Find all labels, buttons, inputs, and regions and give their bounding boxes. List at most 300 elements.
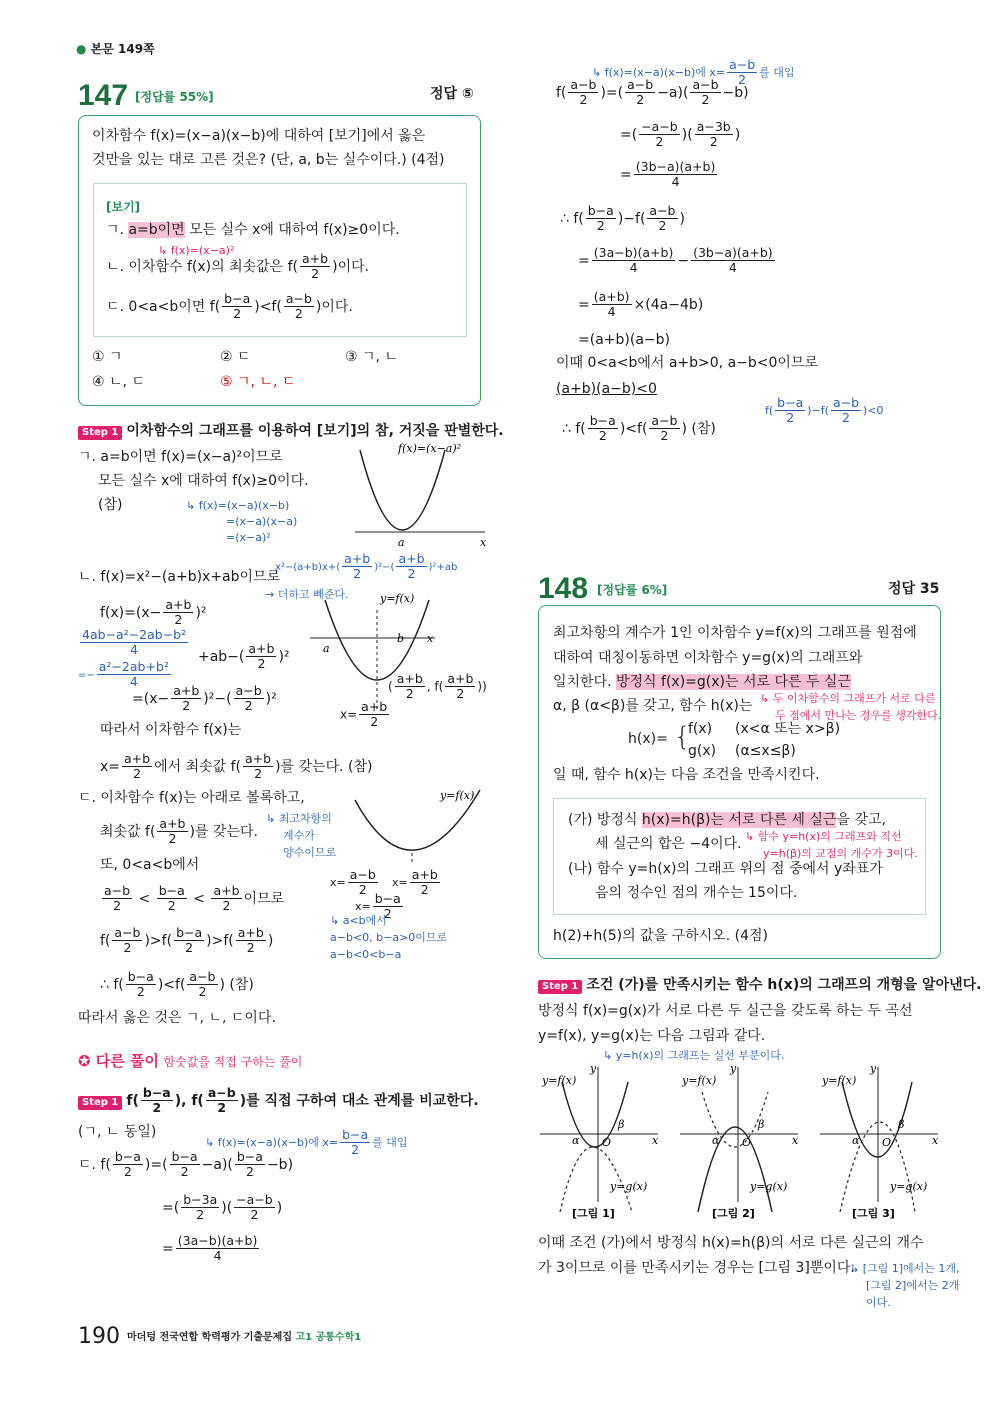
numerator: a+b: [124, 751, 151, 766]
axis-of-symmetry-label: [340, 700, 391, 730]
fraction: [181, 1193, 219, 1223]
text-run: ×(4a−4b): [633, 296, 704, 313]
numerator: a+b: [245, 751, 272, 766]
alt-solution-heading: [78, 1052, 302, 1071]
text-run: )<f(: [254, 298, 282, 315]
annotation: ↳ f(x)=(x−a)²: [158, 244, 235, 257]
highlighted-text: h(x)=h(β)는 서로 다른 세 실근: [641, 812, 837, 828]
solution-line: [578, 290, 703, 320]
denominator: 2: [250, 1207, 259, 1223]
annotation: [866, 1296, 891, 1309]
denominator: 2: [405, 686, 414, 702]
choice-2[interactable]: ② ㄷ: [220, 349, 251, 365]
fraction: [102, 884, 132, 914]
numerator: a+b: [213, 883, 240, 898]
problem-number: 148: [538, 572, 589, 605]
numerator: b−a: [587, 203, 614, 218]
text-run: <: [188, 890, 210, 907]
text-run: 최고차항의 계수가 1인 이차함수 y=f(x)의 그래프를 원점에: [553, 625, 917, 641]
graph-g-label: y=g(x): [890, 1180, 928, 1193]
text-run: ↳ y=h(x)의 그래프는 실선 부분이다.: [603, 1049, 785, 1062]
text-run: 를 대입: [372, 1135, 408, 1149]
solution-line: [132, 684, 277, 714]
denominator: 2: [180, 1164, 189, 1180]
text-run: )²: [195, 604, 207, 621]
bogi-item: [106, 252, 369, 282]
text-run: 를 대입: [759, 65, 795, 79]
denominator: 2: [198, 984, 207, 1000]
choice-5-checked[interactable]: ⑤ ㄱ, ㄴ, ㄷ: [220, 374, 296, 390]
h-case-1: f(x): [688, 721, 713, 737]
fraction: [122, 752, 152, 782]
fraction: [410, 868, 440, 898]
h-case-2-condition: (α≤x≤β): [735, 743, 796, 759]
text-run: )<f(: [157, 976, 186, 993]
fraction: [592, 246, 676, 276]
text-run: α, β (α<β)를 갖고, 함수 h(x)는: [553, 698, 753, 714]
denominator: 2: [709, 134, 718, 150]
fraction: [171, 684, 201, 714]
question-line: [553, 698, 752, 715]
solution-line: [538, 1235, 924, 1252]
solution-line: [556, 78, 749, 108]
numerator: a+b: [237, 925, 264, 940]
numerator: a−b: [627, 77, 654, 92]
denominator: 2: [257, 656, 266, 672]
numerator: a+b: [344, 551, 371, 566]
text-run: ↳ 두 이차함수의 그래프가 서로 다른: [760, 692, 936, 705]
denominator: 4: [671, 174, 680, 190]
text-run: 음의 정수인 점의 개수는 15이다.: [595, 885, 798, 901]
origin-label: O: [602, 1136, 612, 1149]
answer: 정답 ⑤: [430, 86, 474, 102]
text-run: f(: [100, 932, 111, 949]
text-run: ) (참): [219, 976, 254, 993]
text-run: )²−(: [374, 561, 395, 573]
text-run: ↳ f(x)=(x−a)(x−b)에 x=: [592, 65, 726, 79]
text-run: a−b<0<b−a: [330, 948, 402, 961]
solution-line: [78, 1150, 293, 1180]
numerator: b−a: [224, 291, 251, 306]
text-run: 일치한다.: [553, 674, 616, 690]
text-run: )²: [265, 690, 277, 707]
denominator: 2: [174, 612, 183, 628]
denominator: 2: [294, 306, 303, 322]
numerator: a−b: [235, 683, 262, 698]
numerator: b−a: [127, 969, 154, 984]
denominator: 4: [728, 260, 737, 276]
bogi-item: [106, 222, 400, 239]
text-run: 이때 조건 (가)에서 방정식 h(x)=h(β)의 서로 다른 실근의 개수: [538, 1235, 924, 1251]
y-axis-label: y: [730, 1062, 737, 1075]
step-heading: [78, 423, 504, 440]
text-run: y=h(β)의 교점의 개수가 3이다.: [763, 847, 918, 860]
beta-label: β: [758, 1118, 765, 1131]
solution-line: [100, 598, 207, 628]
axis-label: x: [427, 632, 434, 645]
text-run: =: [620, 166, 632, 183]
denominator: 2: [658, 218, 667, 234]
annotation: [765, 396, 884, 426]
solution-line: [620, 160, 719, 190]
vertex-label: [388, 672, 487, 702]
numerator: a+b: [411, 867, 438, 882]
text-run: 것만을 있는 대로 고른 것은? (단, a, b는 실수이다.) (4점): [92, 152, 445, 168]
numerator: a+b: [248, 641, 275, 656]
text-run: <: [134, 890, 155, 907]
denominator: 2: [579, 92, 588, 108]
annotation: [186, 499, 289, 512]
text-run: 세 실근의 합은 −4이다.: [595, 836, 742, 852]
fraction: [234, 684, 264, 714]
fraction: [235, 1150, 265, 1180]
graph-g-label: y=g(x): [610, 1180, 648, 1193]
choice-4[interactable]: ④ ㄴ, ㄷ: [92, 374, 145, 390]
numerator: a−b: [649, 203, 676, 218]
text-run: 이때 0<a<b에서 a+b>0, a−b<0이므로: [556, 355, 818, 371]
fraction: [340, 1128, 370, 1158]
correct-rate: [정답률 55%]: [135, 90, 214, 104]
numerator: a+b: [447, 671, 474, 686]
denominator: 2: [596, 218, 605, 234]
numerator: b−a: [777, 395, 804, 410]
step-text: 조건 (가)를 만족시키는 함수 h(x)의 그래프의 개형을 알아낸다.: [586, 977, 982, 993]
text-run: )²: [278, 648, 290, 665]
bogi-title: [보기]: [106, 200, 141, 214]
axis-label: x: [480, 536, 487, 549]
text-run: ㄷ. 이차함수 f(x)는 아래로 볼록하고,: [78, 790, 305, 806]
text-run: x=: [100, 758, 121, 775]
highlighted-text: 방정식 f(x)=g(x)는 서로 다른 두 실근: [616, 674, 851, 690]
numerator: b−a: [114, 1149, 141, 1164]
alpha-label: α: [852, 1134, 860, 1147]
denominator: 2: [407, 566, 416, 582]
annotation: [850, 1262, 960, 1275]
text-run: 따라서 옳은 것은 ㄱ, ㄴ, ㄷ이다.: [78, 1010, 276, 1026]
solution-line: [78, 569, 280, 586]
numerator: a−b: [114, 925, 141, 940]
annotation: [226, 515, 297, 528]
denominator: 2: [222, 898, 231, 914]
denominator: 4: [629, 260, 638, 276]
solution-line: [78, 790, 305, 807]
numerator: a−b: [651, 413, 678, 428]
fraction: [157, 884, 187, 914]
denominator: 2: [167, 898, 176, 914]
denominator: 2: [311, 266, 320, 282]
parabola-graph-1: [350, 440, 490, 550]
text-run: 을 갖고,: [836, 812, 886, 828]
text-run: x=: [330, 875, 346, 889]
numerator: a−3b: [696, 119, 731, 134]
text-run: −: [677, 252, 690, 269]
denominator: 2: [233, 306, 242, 322]
numerator: a−b: [285, 291, 312, 306]
axis-label: a: [398, 536, 405, 549]
numerator: −a−b: [641, 119, 678, 134]
fraction: [690, 78, 720, 108]
text-run: )−f(: [617, 210, 646, 227]
text-run: 양수이므로: [283, 846, 337, 859]
fraction: [831, 396, 861, 426]
alpha-label: α: [712, 1134, 720, 1147]
numerator: (3a−b)(a+b): [593, 245, 674, 260]
denominator: 2: [660, 428, 669, 444]
solution-line: [78, 1124, 156, 1141]
text-run: ∴ f(: [562, 420, 586, 437]
fraction: [176, 1234, 260, 1264]
fraction: [157, 817, 187, 847]
text-run: )를 갖는다. (참): [275, 758, 373, 775]
circle-bullet-icon: ●: [76, 42, 87, 56]
fraction: [395, 672, 425, 702]
fraction: [588, 414, 618, 444]
denominator: 2: [701, 92, 710, 108]
text-run: f(x)=(x−: [100, 604, 162, 621]
intersection-figure-2: [680, 1062, 810, 1222]
text-run: −a)(: [201, 1156, 233, 1173]
choice-1[interactable]: ① ㄱ: [92, 349, 123, 365]
denominator: 2: [842, 410, 850, 426]
denominator: 2: [217, 1100, 227, 1116]
annotation: [78, 628, 190, 658]
step-badge: Step 1: [78, 426, 122, 440]
text-run: )(: [681, 126, 693, 143]
denominator: 2: [786, 410, 795, 426]
left-brace-icon: {: [674, 722, 691, 752]
y-axis-label: y: [590, 1062, 597, 1075]
text-run: =: [162, 1240, 174, 1257]
numerator: a+b: [398, 551, 425, 566]
text-run: (참): [98, 497, 123, 513]
origin-label: O: [882, 1136, 892, 1149]
text-run: ), f(: [174, 1092, 204, 1109]
text-run: −b): [722, 84, 749, 101]
text-run: ↳ f(x)=(x−a)(x−b)에 x=: [205, 1135, 339, 1149]
numerator: a+b: [302, 251, 329, 266]
fraction: [113, 1150, 143, 1180]
x-axis-label: x: [792, 1134, 799, 1147]
annotation: [226, 531, 271, 544]
y-axis-label: y: [870, 1062, 877, 1075]
graph-f-label: y=f(x): [822, 1074, 857, 1087]
denominator: 2: [254, 766, 263, 782]
denominator: 2: [351, 1142, 360, 1158]
annotation: [283, 829, 315, 842]
solution-line: [162, 1234, 261, 1264]
fraction: [300, 252, 330, 282]
origin-label: O: [742, 1136, 752, 1149]
text-run: ): [267, 932, 274, 949]
denominator: 2: [136, 984, 145, 1000]
denominator: 2: [245, 1164, 254, 1180]
intersection-figure-1: [540, 1062, 670, 1222]
step-heading: [538, 977, 981, 994]
x-axis-label: x: [652, 1134, 659, 1147]
text-run: −b): [266, 1156, 294, 1173]
denominator: 4: [607, 304, 616, 320]
text-run: )>f(: [206, 932, 234, 949]
axis-label: b: [397, 632, 405, 645]
x-axis-label: x: [932, 1134, 939, 1147]
text-run: ㄴ. f(x)=x²−(a+b)x+ab이므로: [78, 569, 281, 585]
numerator: b−a: [342, 1127, 369, 1142]
text-run: ↳ 최고차항의: [266, 812, 332, 825]
text-run: x=: [340, 707, 358, 722]
condition-line: [568, 861, 883, 878]
text-run: (ㄱ, ㄴ 동일): [78, 1124, 157, 1140]
fraction: [691, 246, 775, 276]
solution-line: [100, 722, 241, 739]
text-run: f(: [126, 1092, 139, 1109]
text-run: )(: [221, 1199, 233, 1216]
question-line: [92, 128, 425, 145]
annotation: [275, 552, 457, 582]
annotation: [330, 931, 447, 944]
annotation: [283, 846, 336, 859]
fraction: [625, 78, 655, 108]
text-run: ): [679, 210, 685, 227]
condition-line: [568, 812, 886, 829]
h-case-1-condition: (x<α 또는 x>β): [735, 721, 841, 737]
text-run: 이므로: [243, 890, 285, 907]
text-run: ) (참): [681, 420, 716, 437]
numerator: b−a: [176, 925, 203, 940]
alt-step-heading: [78, 1086, 479, 1116]
fraction: [80, 628, 188, 658]
axis-label: a: [323, 642, 330, 655]
denominator: 2: [133, 766, 142, 782]
alt-title: ✪ 다른 풀이: [78, 1052, 159, 1070]
denominator: 2: [456, 686, 465, 702]
text-run: f(: [556, 84, 567, 101]
page-number: 190: [78, 1324, 120, 1349]
solution-line: [100, 752, 372, 782]
alpha-label: α: [572, 1134, 580, 1147]
numerator: a−b: [832, 395, 860, 410]
fraction: [284, 292, 314, 322]
text-run: [그림 2]에서는 2개: [866, 1279, 960, 1292]
question-line: [553, 674, 851, 691]
denominator: 2: [420, 882, 429, 898]
book-title: 마더텅 전국연합 학력평가 기출문제집: [127, 1332, 293, 1343]
text-run: =(x−a)(x−a): [226, 515, 298, 528]
fraction: [775, 396, 805, 426]
numerator: b−a: [142, 1085, 171, 1100]
denominator: 2: [636, 92, 645, 108]
figure-caption: [그림 2]: [712, 1207, 755, 1220]
text-run: ㄷ. 0<a<b이면 f(: [106, 298, 221, 315]
text-run: )를 갖는다.: [189, 823, 258, 840]
numerator: b−3a: [183, 1192, 218, 1207]
text-run: )를 직접 구하여 대소 관계를 비교한다.: [239, 1092, 479, 1109]
text-run: ↳ f(x)=(x−a)(x−b): [186, 499, 290, 512]
annotation: [745, 830, 902, 843]
denominator: 2: [358, 882, 367, 898]
fraction: [211, 884, 241, 914]
numerator: a−b: [349, 867, 376, 882]
text-run: ): [734, 126, 741, 143]
annotation: [866, 1279, 959, 1292]
question-line: [553, 767, 820, 784]
denominator: 2: [246, 940, 255, 956]
text-run: 일 때, 함수 h(x)는 다음 조건을 만족시킨다.: [553, 767, 820, 783]
text-run: )이다.: [315, 298, 353, 315]
fraction: [141, 1086, 173, 1116]
solution-line: [578, 246, 777, 276]
text-run: → 더하고 빼준다.: [265, 588, 349, 601]
beta-label: β: [898, 1118, 905, 1131]
numerator: (3a−b)(a+b): [177, 1233, 258, 1248]
denominator: 2: [168, 831, 177, 847]
choice-3[interactable]: ③ ㄱ, ㄴ: [345, 349, 398, 365]
numerator: a−b: [189, 969, 216, 984]
denominator: 2: [598, 428, 607, 444]
text-run: 계수가: [283, 829, 315, 842]
text-run: ㄴ. 이차함수 f(x)의 최솟값은 f(: [106, 258, 299, 275]
solution-line: [100, 926, 273, 956]
text-run: )−f(: [807, 403, 829, 417]
numerator: a²−2ab+b²: [98, 659, 169, 674]
text-run: ↳ a<b에서: [330, 914, 387, 927]
text-run: (가) 방정식: [568, 812, 642, 828]
text-run: (: [388, 679, 393, 694]
h-case-2: g(x): [688, 743, 717, 759]
numerator: (3b−a)(a+b): [693, 245, 773, 260]
fraction: [126, 970, 156, 1000]
question-ask: [553, 928, 768, 945]
condition-line: [595, 885, 797, 902]
solution-line: [578, 332, 670, 349]
denominator: 2: [655, 134, 664, 150]
text-run: , f(: [426, 679, 444, 694]
fraction: [592, 290, 632, 320]
text-run: a−b<0, b−a>0이므로: [330, 931, 448, 944]
text-run: 이다.: [866, 1296, 891, 1309]
numerator: b−a: [589, 413, 616, 428]
text-run: x=: [355, 899, 371, 913]
text-run: −a)(: [657, 84, 689, 101]
solution-line: [556, 381, 657, 398]
text-run: ↳ 함수 y=h(x)의 그래프와 직선: [745, 830, 902, 843]
text-run: 가 3이므로 이를 만족시키는 경우는 [그림 3]뿐이다.: [538, 1260, 855, 1276]
denominator: 2: [123, 1164, 132, 1180]
graph-label: y=f(x): [380, 592, 415, 605]
numerator: a−b: [729, 57, 756, 72]
question-line: [92, 152, 445, 169]
solution-line: [538, 1260, 855, 1277]
solution-line: [198, 642, 290, 672]
text-run: =: [578, 252, 590, 269]
solution-line: [98, 473, 309, 490]
solution-line: [556, 355, 818, 372]
text-run: x=: [392, 875, 408, 889]
text-run: 최솟값 f(: [100, 823, 156, 840]
solution-line: [100, 817, 258, 847]
text-run: 방정식 f(x)=g(x)가 서로 다른 두 실근을 갖도록 하는 두 곡선: [538, 1003, 913, 1019]
annotation: [760, 692, 935, 705]
text-run: )<f(: [619, 420, 648, 437]
text-run: ∴ f(: [100, 976, 124, 993]
step-text: [126, 1085, 479, 1116]
numerator: a−b: [104, 883, 131, 898]
highlighted-text: a=b이면: [128, 222, 185, 238]
text-run: 이차함수 f(x)=(x−a)(x−b)에 대하여 [보기]에서 옳은: [92, 128, 426, 144]
text-run: ㄱ.: [106, 222, 129, 238]
numerator: a−b: [570, 77, 597, 92]
fraction: [649, 414, 679, 444]
denominator: 2: [113, 898, 122, 914]
